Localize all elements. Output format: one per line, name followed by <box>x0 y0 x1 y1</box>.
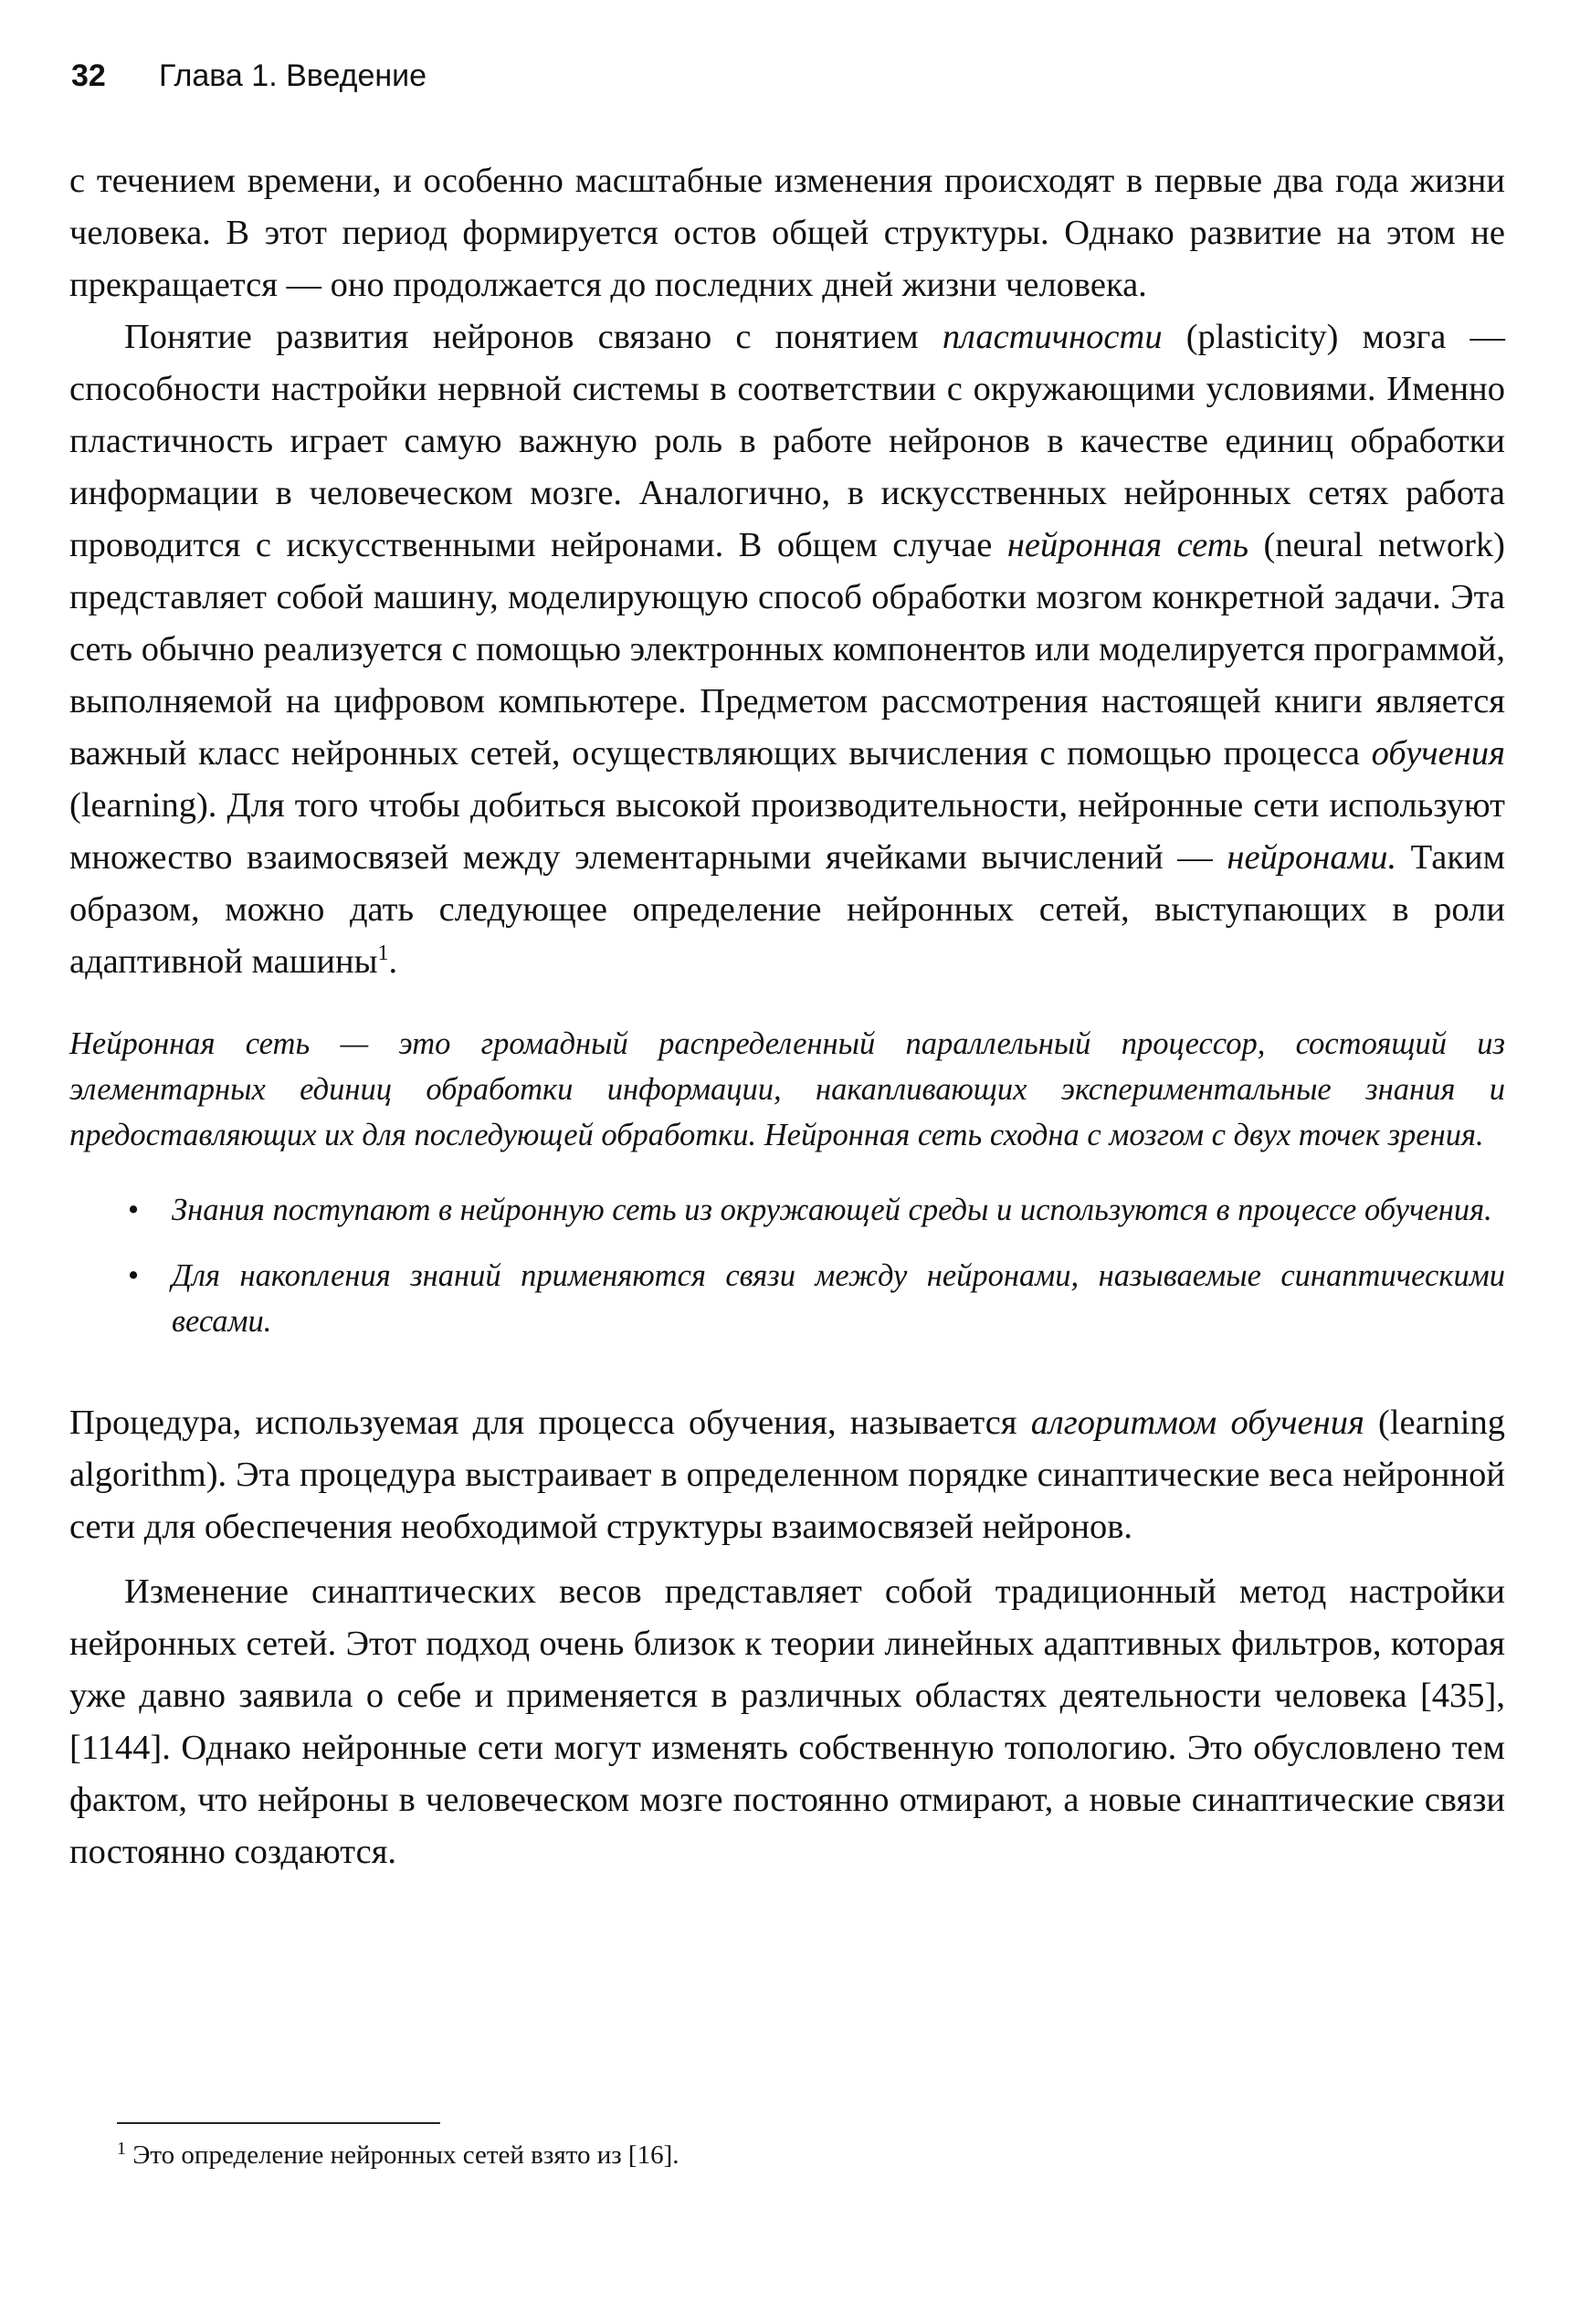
list-item <box>128 1253 1505 1344</box>
p2-text-i: Таким образом, можно дать следующее определение нейронных сетей, выступающих в роли адаптивной машины <box>69 838 1505 981</box>
paragraph-1: с течением времени, и особенно масштабные изменения происходят в первые два года жизни человека. В этот период формируется остов общей структуры. Однако развитие на этом не прекращается — оно продолжается до последних дней жизни человека. <box>69 162 1505 304</box>
p2-text-g: (learning). Для того чтобы добиться высокой производительности, нейронные сети используют множество взаимосвязей между элементарными ячейками вычислений — <box>69 786 1505 877</box>
p3-text-c: (learning algorithm). Эта процедура выстраивает в определенном порядке синаптические веса нейронной сети для обеспечения необходимой структуры взаимосвязей нейронов. <box>69 1404 1505 1546</box>
footnote-reference[interactable]: 1 <box>377 941 389 965</box>
term-learning: обучения <box>1371 734 1505 773</box>
paragraph-2 <box>69 311 1505 988</box>
paragraph-3 <box>69 1397 1505 1553</box>
term-learning-algorithm: алгоритмом обучения <box>1030 1404 1364 1442</box>
list-item-text: Знания поступают в нейронную сеть из окружающей среды и используются в процессе обучения. <box>172 1193 1492 1227</box>
footnote-mark: 1 <box>117 2139 126 2159</box>
bullet-icon: • <box>128 1258 140 1293</box>
term-plasticity: пластичности <box>942 318 1163 356</box>
footnote <box>117 2140 679 2171</box>
running-header <box>71 58 427 94</box>
term-neural-network: нейронная сеть <box>1006 526 1249 564</box>
chapter-title: Глава 1. Введение <box>159 58 427 93</box>
definition-block: Нейронная сеть — это громадный распределенный параллельный процессор, состоящий из элементарных единиц обработки информации, накапливающих экспериментальные знания и предоставляющих их для последующей обработки. Нейронная сеть сходна с мозгом с двух точек зрения. <box>69 1026 1505 1152</box>
list-item <box>128 1187 1505 1233</box>
spacer <box>69 988 1505 1021</box>
p2-text-e: (neural network) представляет собой машину, моделирующую способ обработки мозгом конкретной задачи. Эта сеть обычно реализуется с помощью электронных компонентов или моделируется программой, выполняемой на цифровом компьютере. Предметом рассмотрения настоящей книги является важный класс нейронных сетей, осуществляющих вычисления с помощью процесса <box>69 526 1506 773</box>
paragraph-4: Изменение синаптических весов представляет собой традиционный метод настройки нейронных сетей. Этот подход очень близок к теории линейных адаптивных фильтров, которая уже давно заявила о себе и применяется в различных областях деятельности человека [435], [1144]. Однако нейронные сети могут изменять собственную топологию. Это обусловлено тем фактом, что нейроны в человеческом мозге постоянно отмирают, а новые синаптические связи постоянно создаются. <box>69 1572 1505 1871</box>
list-item-text: Для накопления знаний применяются связи между нейронами, называемые синаптическими весами. <box>172 1258 1505 1339</box>
main-text <box>69 155 1505 1878</box>
term-neurons: нейронами. <box>1227 838 1397 877</box>
p2-text-a: Понятие развития нейронов связано с понятием <box>124 318 943 356</box>
p3-text-a: Процедура, используемая для процесса обучения, называется <box>69 1404 1031 1442</box>
page-number: 32 <box>71 58 106 93</box>
bullet-icon: • <box>128 1193 140 1227</box>
p2-text-j: . <box>388 942 398 981</box>
footnote-divider <box>117 2122 440 2124</box>
footnote-text: Это определение нейронных сетей взято из [16]. <box>126 2140 679 2170</box>
bullet-list <box>69 1187 1505 1344</box>
p2-text-c: (plasticity) мозга — способности настройки нервной системы в соответствии с окружающими условиями. Именно пластичность играет самую важную роль в работе нейронов в качестве единиц обработки информации в человеческом мозге. Аналогично, в искусственных нейронных сетях работа проводится с искусственными нейронами. В общем случае <box>69 318 1505 564</box>
